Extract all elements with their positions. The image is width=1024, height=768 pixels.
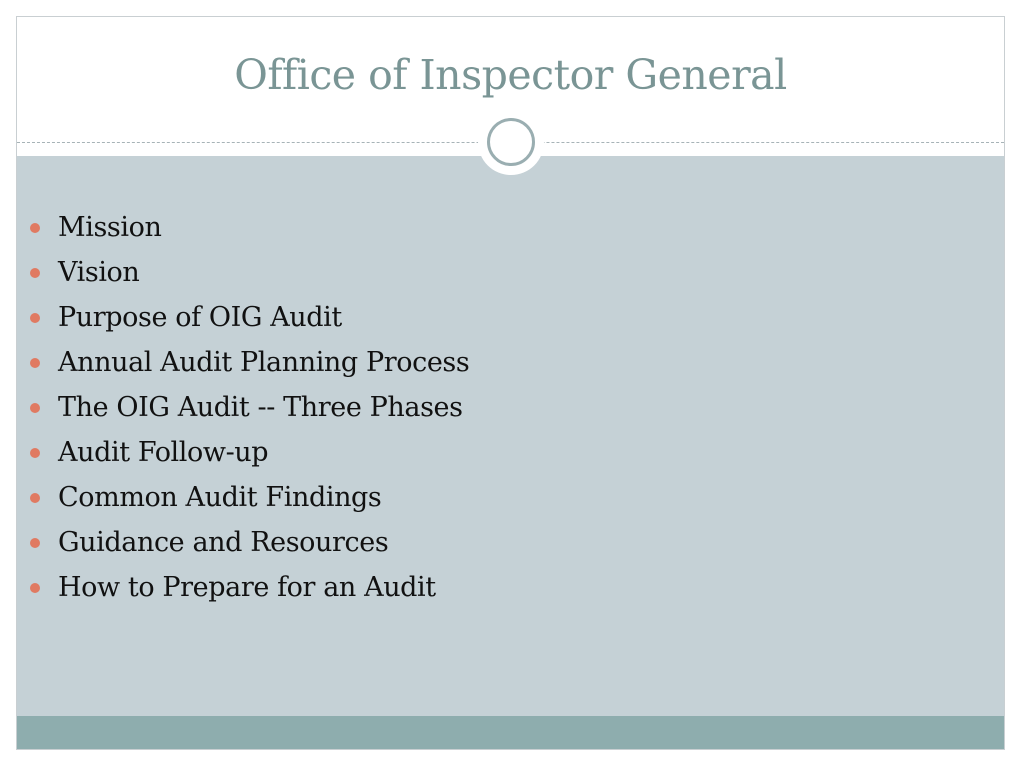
bullet-text: Mission bbox=[58, 212, 162, 243]
bullet-item-guidance bbox=[28, 520, 469, 565]
bullet-text: Guidance and Resources bbox=[58, 527, 389, 558]
bullet-dot-icon bbox=[30, 268, 40, 278]
bullet-item-planning bbox=[28, 340, 469, 385]
bullet-item-follow-up bbox=[28, 430, 469, 475]
bullet-item-vision bbox=[28, 250, 469, 295]
ornament-ring-icon bbox=[487, 118, 535, 166]
bullet-dot-icon bbox=[30, 583, 40, 593]
bullet-text: Common Audit Findings bbox=[58, 482, 382, 513]
bullet-dot-icon bbox=[30, 313, 40, 323]
bullet-dot-icon bbox=[30, 403, 40, 413]
bullet-text: The OIG Audit -- Three Phases bbox=[58, 392, 463, 423]
bullet-item-purpose bbox=[28, 295, 469, 340]
slide-title: Office of Inspector General bbox=[234, 51, 787, 99]
bullet-text: Audit Follow-up bbox=[58, 437, 269, 468]
bullet-item-phases bbox=[28, 385, 469, 430]
bullet-text: Vision bbox=[58, 257, 140, 288]
bullet-dot-icon bbox=[30, 448, 40, 458]
bullet-list bbox=[28, 205, 469, 610]
footer-bar bbox=[17, 716, 1004, 750]
bullet-item-findings bbox=[28, 475, 469, 520]
bullet-dot-icon bbox=[30, 538, 40, 548]
bullet-text: Annual Audit Planning Process bbox=[58, 347, 470, 378]
bullet-dot-icon bbox=[30, 358, 40, 368]
bullet-dot-icon bbox=[30, 223, 40, 233]
bullet-text: How to Prepare for an Audit bbox=[58, 572, 436, 603]
bullet-dot-icon bbox=[30, 493, 40, 503]
bullet-item-mission bbox=[28, 205, 469, 250]
bullet-text: Purpose of OIG Audit bbox=[58, 302, 342, 333]
bullet-item-prepare bbox=[28, 565, 469, 610]
